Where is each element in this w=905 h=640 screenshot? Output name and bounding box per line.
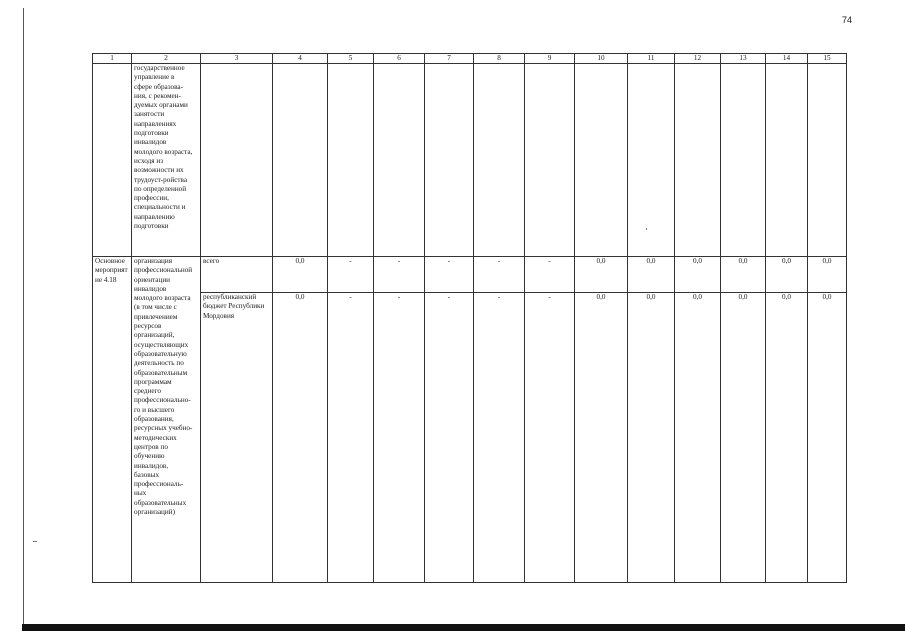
column-header: 6 [374,54,425,64]
value-cell: 0,0 [675,293,721,583]
value-cell: 0,0 [721,257,766,293]
value-cell: 0,0 [675,257,721,293]
scan-edge-bar [22,624,905,631]
empty-cell [628,64,675,257]
column-header: 12 [675,54,721,64]
activity-description-continued: государственное управление в сфере образова- ния, с рекомен- дуемых органами занятости направлениях подготовки инвалидов молодого возраста, исходя из возможности их трудоуст-ройства по определенной профессии, специальности и направлению подготовки [132,64,201,257]
value-cell: - [474,257,525,293]
funding-source: республиканский бюджет Республики Мордовия [201,293,273,583]
empty-cell [766,64,808,257]
value-cell: 0,0 [575,293,628,583]
left-margin-rule [23,8,24,625]
column-header: 3 [201,54,273,64]
measure-label: Основное мероприят ие 4.18 [93,257,132,583]
empty-cell [93,64,132,257]
table-row-continued [93,64,847,257]
value-cell: 0,0 [273,257,328,293]
column-header: 9 [525,54,575,64]
empty-cell [474,64,525,257]
empty-cell [328,64,374,257]
table-row-republican-budget [93,293,847,583]
value-cell: - [474,293,525,583]
column-header: 4 [273,54,328,64]
empty-cell [721,64,766,257]
empty-cell [273,64,328,257]
table-row-total [93,257,847,293]
column-header: 1 [93,54,132,64]
scan-speck [33,541,37,542]
page-number: 74 [842,15,853,25]
column-header: 13 [721,54,766,64]
value-cell: 0,0 [628,257,675,293]
empty-cell [675,64,721,257]
empty-cell [374,64,425,257]
column-header: 11 [628,54,675,64]
value-cell: 0,0 [766,257,808,293]
column-number-row [93,54,847,64]
empty-cell [525,64,575,257]
funding-source: всего [201,257,273,293]
value-cell: - [525,257,575,293]
value-cell: - [525,293,575,583]
column-header: 2 [132,54,201,64]
empty-cell [808,64,847,257]
value-cell: 0,0 [766,293,808,583]
value-cell: - [374,257,425,293]
column-header: 7 [425,54,474,64]
value-cell: - [425,293,474,583]
column-header: 14 [766,54,808,64]
empty-cell [201,64,273,257]
value-cell: 0,0 [721,293,766,583]
value-cell: - [425,257,474,293]
value-cell: - [328,257,374,293]
column-header: 5 [328,54,374,64]
column-header: 15 [808,54,847,64]
budget-table [92,53,847,583]
value-cell: - [328,293,374,583]
empty-cell [425,64,474,257]
value-cell: 0,0 [808,293,847,583]
value-cell: 0,0 [273,293,328,583]
activity-description: организация профессиональной ориентации инвалидов молодого возраста (в том числе с привлечением ресурсов организаций, осуществляющих образовательную деятельность по образовательным программам среднего профессионально- го и высшего образования, ресурсных учебно- методических центров по обучению инвалидов, базовых профессиональ- ных образовательных организаций) [132,257,201,583]
empty-cell [575,64,628,257]
column-header: 8 [474,54,525,64]
value-cell: 0,0 [575,257,628,293]
value-cell: - [374,293,425,583]
value-cell: 0,0 [628,293,675,583]
value-cell: 0,0 [808,257,847,293]
column-header: 10 [575,54,628,64]
